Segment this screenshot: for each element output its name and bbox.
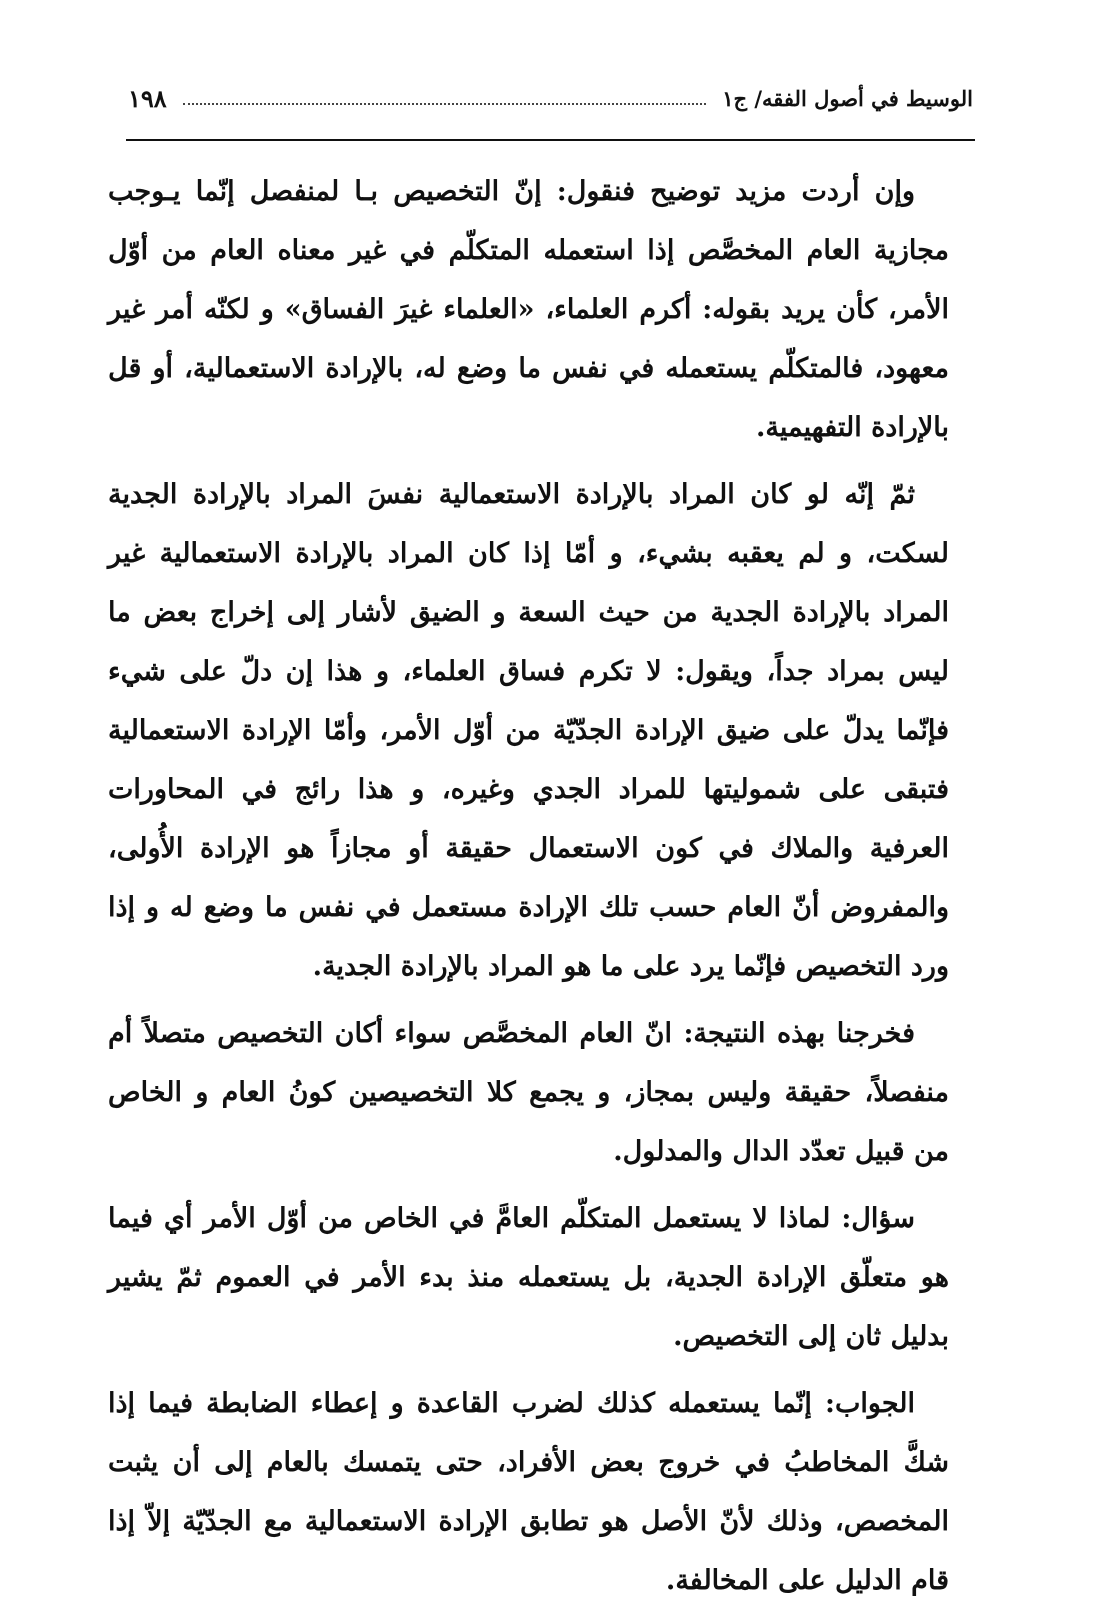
paragraph-argument: ثمّ إنّه لو كان المراد بالإرادة الاستعمالية نفسَ المراد بالإرادة الجدية لسكت، و لم يعقبه بشيء، و أمّا إذا كان المراد بالإرادة الاستعمالية غير المراد بالإرادة الجدية من حيث السعة و الضيق لأشار إلى إخراج بعض ما ليس بمراد جداً، ويقول: لا تكرم فساق العلماء، و هذا إن دلّ على شيء فإنّما يدلّ على ضيق الإرادة الجدّيّة من أوّل الأمر، وأمّا الإرادة الاستعمالية فتبقى على شموليتها للمراد الجدي وغيره، و هذا رائج في المحاورات العرفية والملاك في كون الاستعمال حقيقة أو مجازاً هو الإرادة الأُولى، والمفروض أنّ العام حسب تلك الإرادة مستعمل في نفس ما وضع له و إذا ورد التخصيص فإنّما يرد على ما هو المراد بالإرادة الجدية. xyxy=(108,479,949,982)
body-text xyxy=(108,162,949,1618)
paragraph-question: سؤال: لماذا لا يستعمل المتكلّم العامَّ في الخاص من أوّل الأمر أي فيما هو متعلّق الإرادة الجدية، بل يستعمله منذ بدء الأمر في العموم ثمّ يشير بدليل ثان إلى التخصيص. xyxy=(108,1203,949,1352)
paragraph-conclusion: فخرجنا بهذه النتيجة: انّ العام المخصَّص سواء أكان التخصيص متصلاً أم منفصلاً، حقيقة وليس بمجاز، و يجمع كلا التخصيصين كونُ العام و الخاص من قبيل تعدّد الدال والمدلول. xyxy=(108,1018,949,1167)
running-header xyxy=(128,78,973,118)
page-number: ١٩٨ xyxy=(128,83,167,113)
paragraph-explanation: وإن أردت مزيد توضيح فنقول: إنّ التخصيص بـا لمنفصل إنّما يـوجب مجازية العام المخصَّص إذا استعمله المتكلّم في غير معناه العام من أوّل الأمر، كأن يريد بقوله: أكرم العلماء، «العلماء غيرَ الفساق» و لكنّه أمر غير معهود، فالمتكلّم يستعمله في نفس ما وضع له، بالإرادة الاستعمالية، أو قل بالإرادة التفهيمية. xyxy=(108,176,949,443)
header-rule xyxy=(126,139,975,141)
header-dot-leader xyxy=(183,103,707,105)
paragraph-answer: الجواب: إنّما يستعمله كذلك لضرب القاعدة و إعطاء الضابطة فيما إذا شكَّ المخاطبُ في خروج بعض الأفراد، حتى يتمسك بالعام إلى أن يثبت المخصص، وذلك لأنّ الأصل هو تطابق الإرادة الاستعمالية مع الجدّيّة إلاّ إذا قام الدليل على المخالفة. xyxy=(108,1388,949,1596)
book-title: الوسيط في أصول الفقه/ ج١ xyxy=(722,85,973,111)
